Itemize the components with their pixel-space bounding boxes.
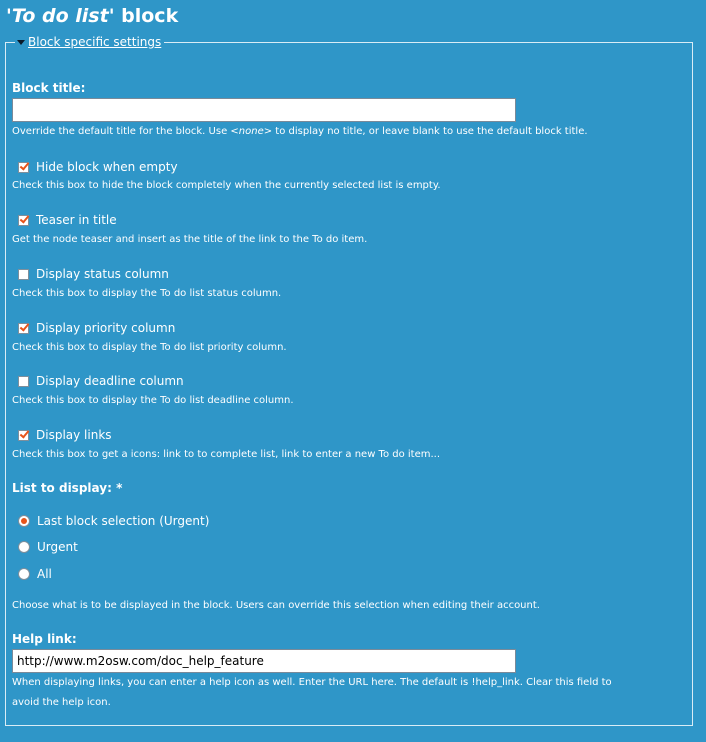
display-priority-column-label[interactable]: Display priority column (36, 321, 176, 335)
hide-block-when-empty-option[interactable] (18, 160, 178, 174)
display-status-column-checkbox[interactable] (18, 269, 29, 280)
teaser-in-title-label[interactable]: Teaser in title (36, 213, 117, 227)
display-links-label[interactable]: Display links (36, 428, 112, 442)
required-mark: * (116, 481, 123, 495)
display-status-column-description: Check this box to display the To do list status column. (12, 288, 282, 299)
block-settings-toggle-link[interactable]: Block specific settings (28, 35, 162, 49)
teaser-in-title-checkbox[interactable] (18, 215, 29, 226)
display-priority-column-checkbox[interactable] (18, 323, 29, 334)
help-link-description-line1: When displaying links, you can enter a help icon as well. Enter the URL here. The default is !help_link. Clear this field to (12, 677, 612, 688)
radio-urgent[interactable] (18, 540, 78, 554)
display-priority-column-option[interactable] (18, 321, 175, 335)
display-deadline-column-checkbox[interactable] (18, 376, 29, 387)
page-title: 'To do list' block (6, 5, 179, 27)
hide-block-when-empty-description: Check this box to hide the block completely when the currently selected list is empty. (12, 180, 441, 191)
display-links-description: Check this box to get a icons: link to to complete list, link to enter a new To do item... (12, 449, 441, 460)
hide-block-when-empty-label[interactable]: Hide block when empty (36, 160, 178, 174)
help-link-input[interactable] (12, 649, 516, 673)
display-deadline-column-description: Check this box to display the To do list deadline column. (12, 395, 294, 406)
display-priority-column-description: Check this box to display the To do list priority column. (12, 342, 287, 353)
display-links-checkbox[interactable] (18, 430, 29, 441)
teaser-in-title-description: Get the node teaser and insert as the title of the link to the To do item. (12, 234, 368, 245)
hide-block-when-empty-checkbox[interactable] (18, 162, 29, 173)
block-title-input[interactable] (12, 98, 516, 122)
radio-last-block-selection[interactable] (18, 514, 209, 528)
all-radio[interactable] (18, 568, 30, 580)
help-link-label: Help link: (12, 632, 77, 646)
urgent-radio[interactable] (18, 541, 30, 553)
last-block-selection-label[interactable]: Last block selection (Urgent) (37, 514, 210, 528)
display-status-column-label[interactable]: Display status column (36, 267, 169, 281)
block-title-description: Override the default title for the block. Use <none> to display no title, or leave blank to use the default block title. (12, 126, 588, 137)
urgent-label[interactable]: Urgent (37, 540, 78, 554)
display-status-column-option[interactable] (18, 267, 169, 281)
collapse-triangle-icon[interactable] (17, 40, 25, 45)
fieldset-legend[interactable] (15, 34, 164, 50)
radio-all[interactable] (18, 567, 52, 581)
last-block-selection-radio[interactable] (18, 515, 30, 527)
list-to-display-label: List to display: * (12, 481, 123, 495)
teaser-in-title-option[interactable] (18, 213, 117, 227)
block-title-label: Block title: (12, 81, 86, 95)
list-to-display-description: Choose what is to be displayed in the block. Users can override this selection when editing their account. (12, 600, 540, 611)
display-links-option[interactable] (18, 428, 112, 442)
all-label[interactable]: All (37, 567, 52, 581)
display-deadline-column-label[interactable]: Display deadline column (36, 374, 184, 388)
display-deadline-column-option[interactable] (18, 374, 184, 388)
help-link-description-line2: avoid the help icon. (12, 697, 111, 708)
